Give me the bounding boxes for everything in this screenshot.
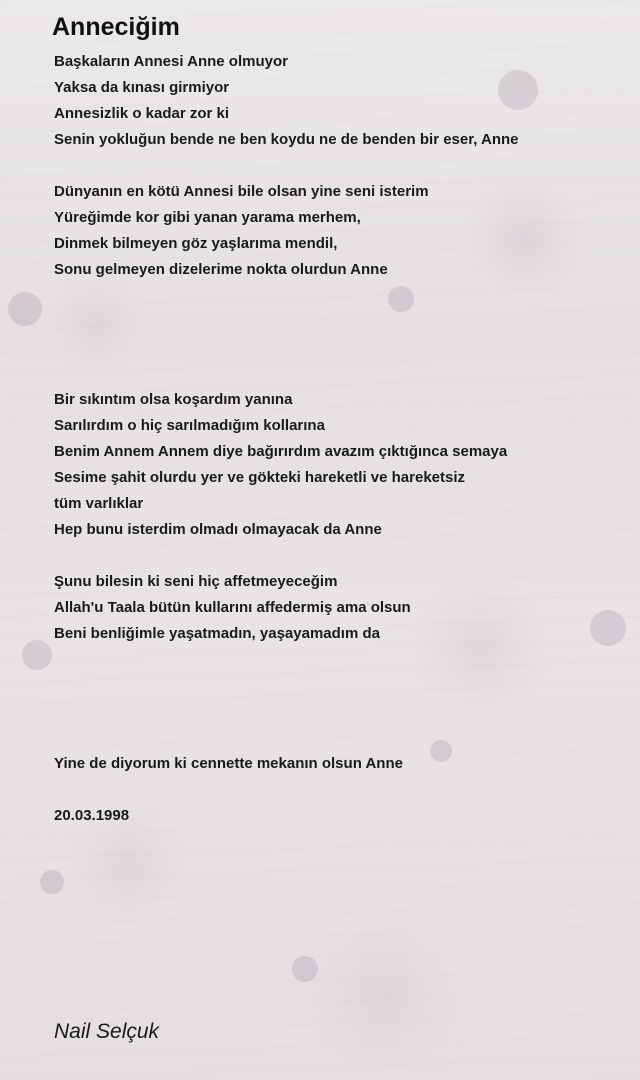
poem-line: Benim Annem Annem diye bağırırdım avazım çıktığınca semaya xyxy=(54,443,508,460)
poem-line: Başkaların Annesi Anne olmuyor xyxy=(54,53,288,70)
stanza-3 xyxy=(54,387,624,543)
stanza-gap xyxy=(54,283,624,387)
stanza-1 xyxy=(54,49,624,153)
poem-line: Senin yokluğun bende ne ben koydu ne de benden bir eser, Anne xyxy=(54,131,519,148)
poem xyxy=(54,12,624,829)
poem-date xyxy=(54,803,624,829)
stanza-gap xyxy=(54,647,624,751)
author-name: Nail Selçuk xyxy=(54,1020,160,1043)
stanza-2 xyxy=(54,179,624,283)
ink-blot xyxy=(8,292,42,326)
stanza-gap xyxy=(54,543,624,569)
stanza-4 xyxy=(54,569,624,647)
ink-blot xyxy=(22,640,52,670)
poem-line: tüm varlıklar xyxy=(54,495,144,512)
poem-line: Sarılırdım o hiç sarılmadığım kollarına xyxy=(54,417,325,434)
stanza-gap xyxy=(54,153,624,179)
poem-line: Sonu gelmeyen dizelerime nokta olurdun Anne xyxy=(54,261,388,278)
poem-line: Şunu bilesin ki seni hiç affetmeyeceğim xyxy=(54,573,338,590)
date-line: 20.03.1998 xyxy=(54,807,130,824)
poem-line: Annesizlik o kadar zor ki xyxy=(54,105,230,122)
poem-line: Yaksa da kınası girmiyor xyxy=(54,79,230,96)
poem-line: Yüreğimde kor gibi yanan yarama merhem, xyxy=(54,209,361,226)
poem-line: Yine de diyorum ki cennette mekanın olsun Anne xyxy=(54,755,403,772)
poem-line: Beni benliğimle yaşatmadın, yaşayamadım da xyxy=(54,625,380,642)
stanza-5 xyxy=(54,751,624,777)
stanza-gap xyxy=(54,777,624,803)
poem-line: Dinmek bilmeyen göz yaşlarıma mendil, xyxy=(54,235,338,252)
poem-title: Anneciğim xyxy=(52,13,180,41)
poem-line: Hep bunu isterdim olmadı olmayacak da Anne xyxy=(54,521,382,538)
poem-line: Bir sıkıntım olsa koşardım yanına xyxy=(54,391,293,408)
poem-line: Allah'u Taala bütün kullarını affedermiş ama olsun xyxy=(54,599,411,616)
ink-blot xyxy=(292,956,318,982)
poem-line: Sesime şahit olurdu yer ve gökteki hareketli ve hareketsiz xyxy=(54,469,466,486)
ink-blot xyxy=(40,870,64,894)
poem-line: Dünyanın en kötü Annesi bile olsan yine seni isterim xyxy=(54,183,429,200)
